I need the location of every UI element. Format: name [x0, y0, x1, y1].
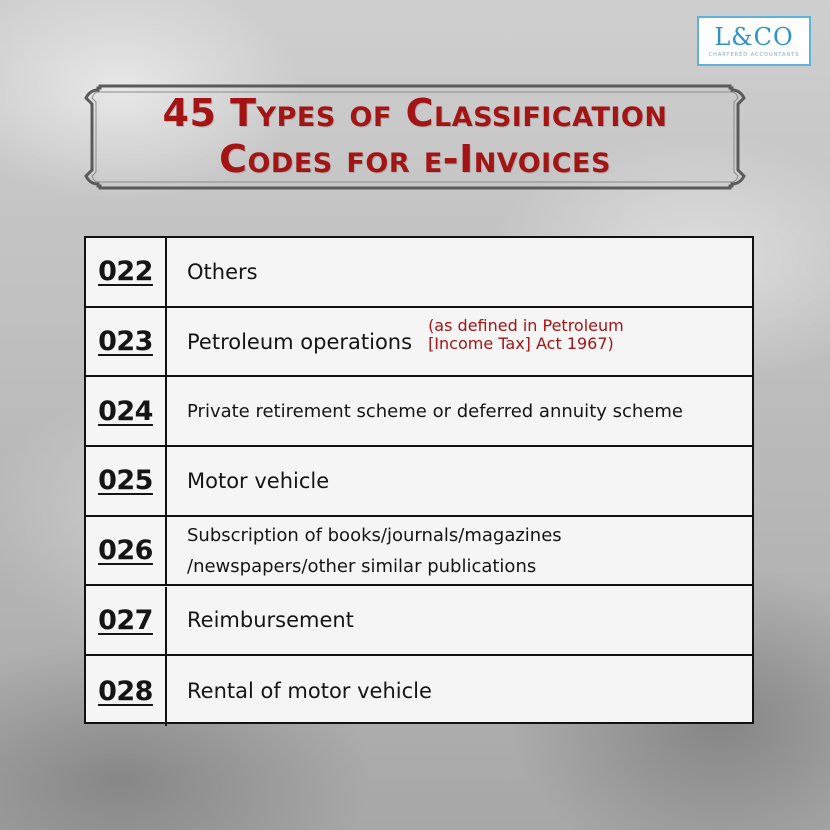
- table-row: [86, 517, 752, 587]
- row-code: 024: [86, 377, 167, 445]
- table-row: [86, 587, 752, 657]
- row-description: Private retirement scheme or deferred annuity scheme: [187, 400, 683, 422]
- row-note: [428, 317, 624, 353]
- row-description-line-1: Subscription of books/journals/magazines: [187, 524, 562, 546]
- title-line-2: Codes for e-Invoices: [219, 137, 611, 181]
- row-code: 027: [86, 587, 167, 655]
- table-row: [86, 656, 752, 726]
- row-description-cell: [167, 308, 752, 376]
- row-note-line-2: [Income Tax] Act 1967): [428, 333, 614, 353]
- title-line-1: 45 Types of Classification: [162, 91, 668, 135]
- row-code: 022: [86, 238, 167, 306]
- row-description: Reimbursement: [187, 608, 354, 633]
- table-row: [86, 308, 752, 378]
- table-row: [86, 377, 752, 447]
- row-code: 025: [86, 447, 167, 515]
- row-description-line-2: /newspapers/other similar publications: [187, 555, 537, 577]
- logo-wordmark: L&CO: [714, 22, 794, 51]
- company-logo: [697, 16, 811, 66]
- row-description: Motor vehicle: [187, 468, 330, 493]
- page-title: [84, 90, 746, 182]
- row-description: Petroleum operations: [187, 329, 413, 354]
- row-description: Others: [187, 259, 258, 284]
- classification-table: [84, 236, 754, 724]
- table-row: [86, 447, 752, 517]
- logo-subtitle: CHARTERED ACCOUNTANTS: [708, 51, 800, 58]
- row-description: Rental of motor vehicle: [187, 679, 432, 704]
- row-note-line-1: (as defined in Petroleum: [428, 315, 624, 335]
- row-code: 026: [86, 517, 167, 585]
- table-row: [86, 238, 752, 308]
- row-code: 023: [86, 308, 167, 376]
- title-frame: [84, 84, 746, 190]
- row-description-cell: [167, 517, 752, 585]
- row-code: 028: [86, 656, 167, 726]
